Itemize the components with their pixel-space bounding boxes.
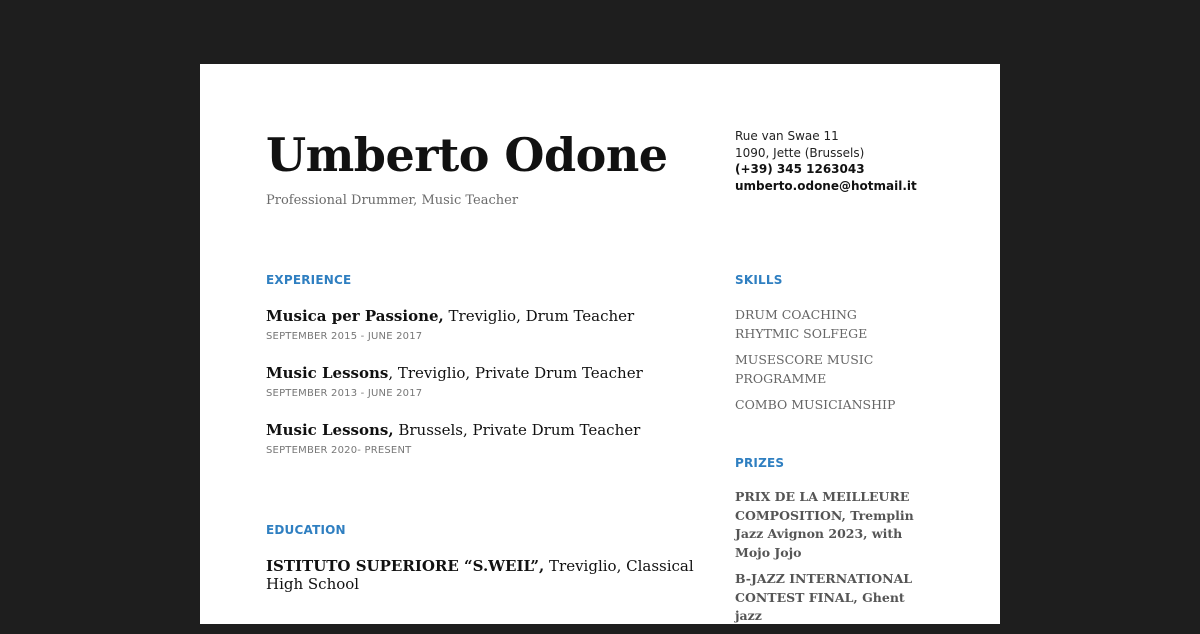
job-org: Musica per Passione, xyxy=(266,307,444,325)
school-name: ISTITUTO SUPERIORE “S.WEIL”, xyxy=(266,557,545,575)
experience-item xyxy=(266,307,634,342)
job-dates: SEPTEMBER 2015 - JUNE 2017 xyxy=(266,331,423,342)
contact-block xyxy=(735,128,917,194)
prize-item: B-JAZZ INTERNATIONAL CONTEST FINAL, Ghent jazz xyxy=(735,571,913,623)
phone-number: (+39) 345 1263043 xyxy=(735,162,865,176)
email-address[interactable]: umberto.odone@hotmail.it xyxy=(735,178,917,193)
resume-page xyxy=(200,64,1000,624)
job-details: , Treviglio, Private Drum Teacher xyxy=(388,364,643,382)
education-item xyxy=(266,557,706,593)
school-details: Treviglio, Classical High School xyxy=(266,557,694,593)
job-org: Music Lessons, xyxy=(266,421,394,439)
address-line-1: Rue van Swae 11 xyxy=(735,129,839,143)
skill-item: COMBO MUSICIANSHIP xyxy=(735,397,896,412)
prizes-heading: PRIZES xyxy=(735,456,785,470)
job-dates: SEPTEMBER 2013 - JUNE 2017 xyxy=(266,388,423,399)
job-dates: SEPTEMBER 2020- PRESENT xyxy=(266,445,412,456)
address-line-2: 1090, Jette (Brussels) xyxy=(735,145,865,160)
skill-item: RHYTMIC SOLFEGE xyxy=(735,325,868,341)
job-details: Treviglio, Drum Teacher xyxy=(443,307,635,325)
skill-item: MUSESCORE MUSIC PROGRAMME xyxy=(735,352,874,386)
skill-item: DRUM COACHING xyxy=(735,307,857,322)
skills-heading: SKILLS xyxy=(735,273,783,287)
job-org: Music Lessons xyxy=(266,364,389,382)
prizes-list xyxy=(735,488,920,634)
job-title-line xyxy=(266,364,643,382)
experience-item xyxy=(266,364,643,399)
job-details: Brussels, Private Drum Teacher xyxy=(393,421,641,439)
skills-list xyxy=(735,306,935,423)
resume-name: Umberto Odone xyxy=(266,128,668,182)
job-title-line xyxy=(266,421,640,439)
experience-item xyxy=(266,421,640,456)
experience-heading: EXPERIENCE xyxy=(266,273,352,287)
education-heading: EDUCATION xyxy=(266,523,346,537)
resume-subtitle: Professional Drummer, Music Teacher xyxy=(266,193,519,208)
job-title-line xyxy=(266,307,634,325)
prize-item: PRIX DE LA MEILLEURE COMPOSITION, Tremplin Jazz Avignon 2023, with Mojo Jojo xyxy=(735,489,914,560)
